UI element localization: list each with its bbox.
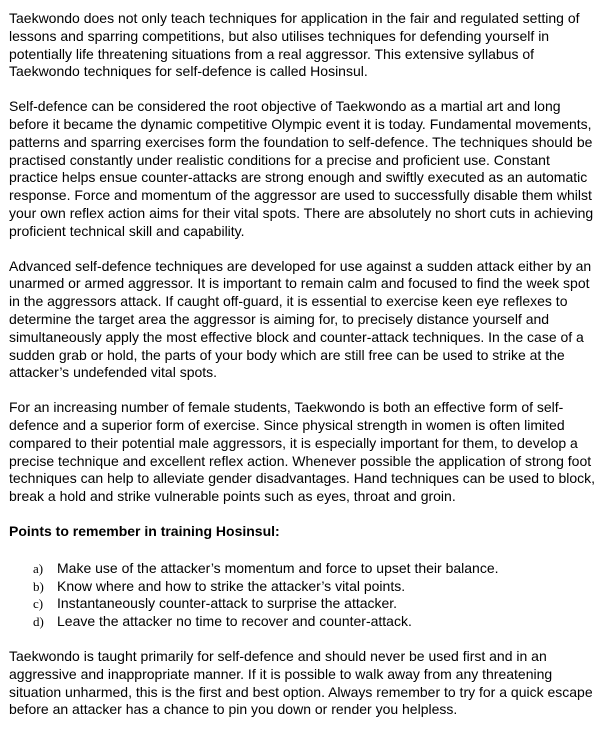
points-heading: Points to remember in training Hosinsul: — [9, 522, 280, 539]
list-item-text: Instantaneously counter-attack to surprise the attacker. — [57, 595, 398, 612]
points-list — [9, 560, 599, 631]
intro-paragraph: Taekwondo does not only teach techniques for application in the fair and regulated setting of lessons and sparring competitions, but also utilises techniques for defending yourself in potentially life threatening situations from a real aggressor. This extensive syllabus of Taekwondo techniques for self-defence is called Hosinsul. — [9, 10, 580, 80]
self-defence-objective-paragraph: Self-defence can be considered the root objective of Taekwondo as a martial art and long before it became the dynamic competitive Olympic event it is today. Fundamental movements, patterns and sparring exercises form the foundation to self-defence. The techniques should be practised constantly under realistic conditions for a precise and proficient use. Constant practice helps ensue counter-attacks are strong enough and swiftly executed as an automatic response. Force and momentum of the aggressor are used to successfully disable them whilst your own reflex action aims for their vital spots. There are absolutely no short cuts in achieving proficient technical skill and capability. — [9, 98, 594, 239]
list-item — [33, 613, 599, 631]
list-item-text: Make use of the attacker’s momentum and force to upset their balance. — [57, 559, 499, 576]
list-item — [33, 595, 599, 613]
advanced-techniques-paragraph: Advanced self-defence techniques are developed for use against a sudden attack either by an unarmed or armed aggressor. It is important to remain calm and focused to find the week spot in the aggressors attack. If caught off-guard, it is essential to exercise keen eye reflexes to determine the target area the aggressor is aiming for, to precisely distance yourself and simultaneously apply the most effective block and counter-attack techniques. In the case of a sudden grab or hold, the parts of your body which are still free can be used to strike at the attacker’s undefended vital spots. — [9, 257, 592, 381]
list-item-text: Know where and how to strike the attacker’s vital points. — [57, 577, 406, 594]
list-marker: d) — [33, 614, 44, 630]
female-students-paragraph: For an increasing number of female students, Taekwondo is both an effective form of self-defence and a superior form of exercise. Since physical strength in women is often limited compared to their potential male aggressors, it is especially important for them, to develop a precise technique and excellent reflex action. Whenever possible the application of strong foot techniques can help to alleviate gender disadvantages. Hand techniques can be used to block, break a hold and strike vulnerable points such as eyes, throat and groin. — [9, 399, 596, 505]
closing-paragraph: Taekwondo is taught primarily for self-defence and should never be used first and in an aggressive and inappropriate manner. If it is possible to walk away from any threatening situation unharmed, this is the first and best option. Always remember to try for a quick escape before an attacker has a chance to pin you down or render you helpless. — [9, 647, 593, 718]
document-page — [9, 10, 599, 736]
list-item — [33, 560, 599, 578]
list-marker: b) — [33, 578, 44, 594]
list-marker: c) — [33, 596, 44, 612]
list-item-text: Leave the attacker no time to recover and counter-attack. — [57, 613, 412, 630]
list-item — [33, 578, 599, 596]
list-marker: a) — [33, 560, 44, 576]
